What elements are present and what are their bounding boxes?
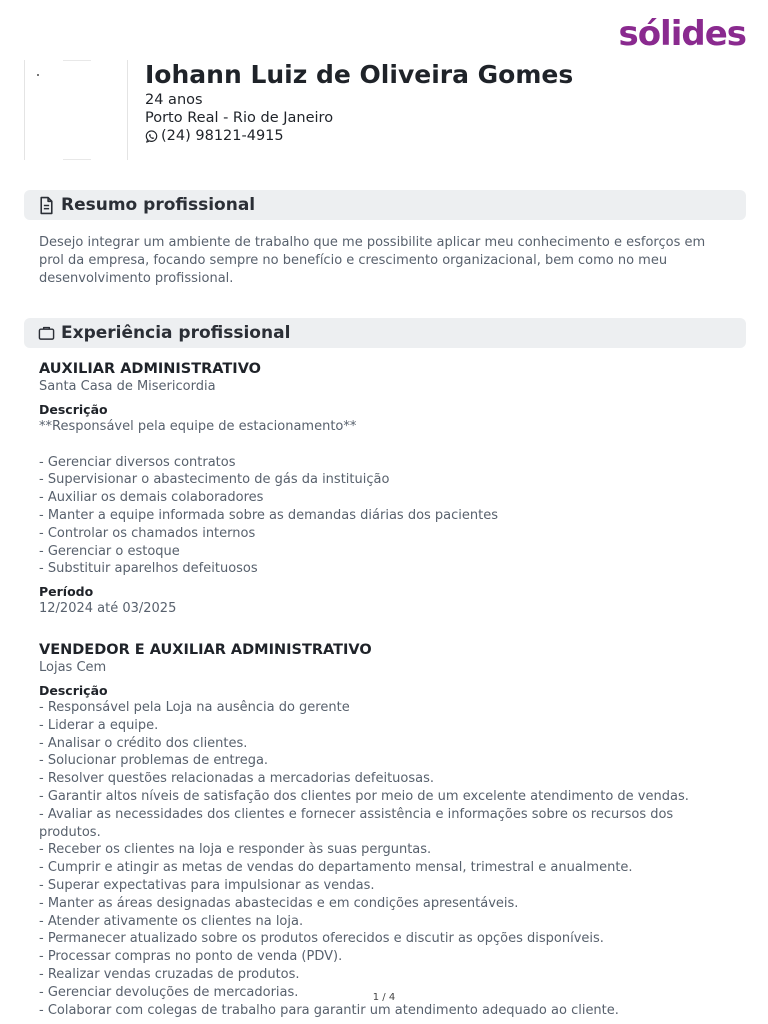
whatsapp-icon [145,130,158,143]
description-line: - Supervisionar o abastecimento de gás da instituição [39,472,390,488]
job-description [39,418,739,578]
summary-text: Desejo integrar um ambiente de trabalho que me possibilite aplicar meu conhecimento e esforços em prol da empresa, focando sempre no benefício e crescimento organizacional, bem como no meu desenvolvimento profissional. [39,235,706,286]
description-line: - Atender ativamente os clientes na loja. [39,913,304,929]
job-company: Lojas Cem [39,660,107,675]
job-entry [39,641,739,1019]
candidate-age: 24 anos [145,92,203,108]
description-line: - Garantir altos níveis de satisfação dos clientes por meio de um excelente atendimento de vendas. [39,788,689,804]
description-line: - Controlar os chamados internos [39,525,256,541]
solides-logo: sólides [618,14,746,54]
description-line: - Analisar o crédito dos clientes. [39,735,248,751]
document-icon [38,196,61,215]
job-entry [39,360,739,617]
description-line: - Solucionar problemas de entrega. [39,753,269,769]
description-line: - Auxiliar os demais colaboradores [39,490,264,506]
description-line: **Responsável pela equipe de estacionamento** [39,419,357,434]
photo-placeholder-mark [37,74,39,76]
description-line: - Liderar a equipe. [39,717,159,733]
description-line: - Avaliar as necessidades dos clientes e fornecer assistência e informações sobre os recursos dos [39,806,674,822]
experience-section-title: Experiência profissional [61,323,291,343]
description-line: produtos. [39,824,101,840]
candidate-location: Porto Real - Rio de Janeiro [145,110,334,126]
job-company: Santa Casa de Misericordia [39,379,216,394]
description-line: - Resolver questões relacionadas a mercadorias defeituosas. [39,771,435,787]
candidate-phone [145,128,284,144]
description-line: - Substituir aparelhos defeituosos [39,561,258,577]
candidate-name: Iohann Luiz de Oliveira Gomes [145,60,574,89]
briefcase-icon [38,325,61,341]
description-line: - Processar compras no ponto de venda (PDV). [39,949,343,965]
phone-number: (24) 98121-4915 [161,128,284,144]
description-line: - Colaborar com colegas de trabalho para garantir um atendimento adequado ao cliente. [39,1002,619,1018]
description-line: - Receber os clientes na loja e responder às suas perguntas. [39,842,432,858]
period-label: Período [39,584,94,600]
description-line: - Gerenciar diversos contratos [39,454,236,470]
profile-photo [24,60,128,160]
description-line: - Gerenciar o estoque [39,543,180,559]
description-line: - Manter a equipe informada sobre as demandas diárias dos pacientes [39,507,499,523]
job-title: AUXILIAR ADMINISTRATIVO [39,361,261,377]
description-line: - Superar expectativas para impulsionar as vendas. [39,877,375,893]
description-line: - Gerenciar devoluções de mercadorias. [39,984,299,1000]
description-line [39,436,739,454]
description-line: - Permanecer atualizado sobre os produtos oferecidos e discutir as opções disponíveis. [39,931,604,947]
description-line: - Realizar vendas cruzadas de produtos. [39,966,300,982]
description-label: Descrição [39,402,108,417]
job-period: 12/2024 até 03/2025 [39,601,177,617]
summary-section-header [24,190,746,220]
job-title: VENDEDOR E AUXILIAR ADMINISTRATIVO [39,642,372,658]
description-line: - Cumprir e atingir as metas de vendas do departamento mensal, trimestral e anualmente. [39,860,633,876]
summary-section-title: Resumo profissional [61,195,256,215]
experience-section-header [24,318,746,348]
description-line: - Responsável pela Loja na ausência do gerente [39,700,350,715]
description-label: Descrição [39,683,108,698]
description-line: - Manter as áreas designadas abastecidas e em condições apresentáveis. [39,895,519,911]
page-number: 1 / 4 [372,992,396,1003]
job-description [39,699,739,1019]
